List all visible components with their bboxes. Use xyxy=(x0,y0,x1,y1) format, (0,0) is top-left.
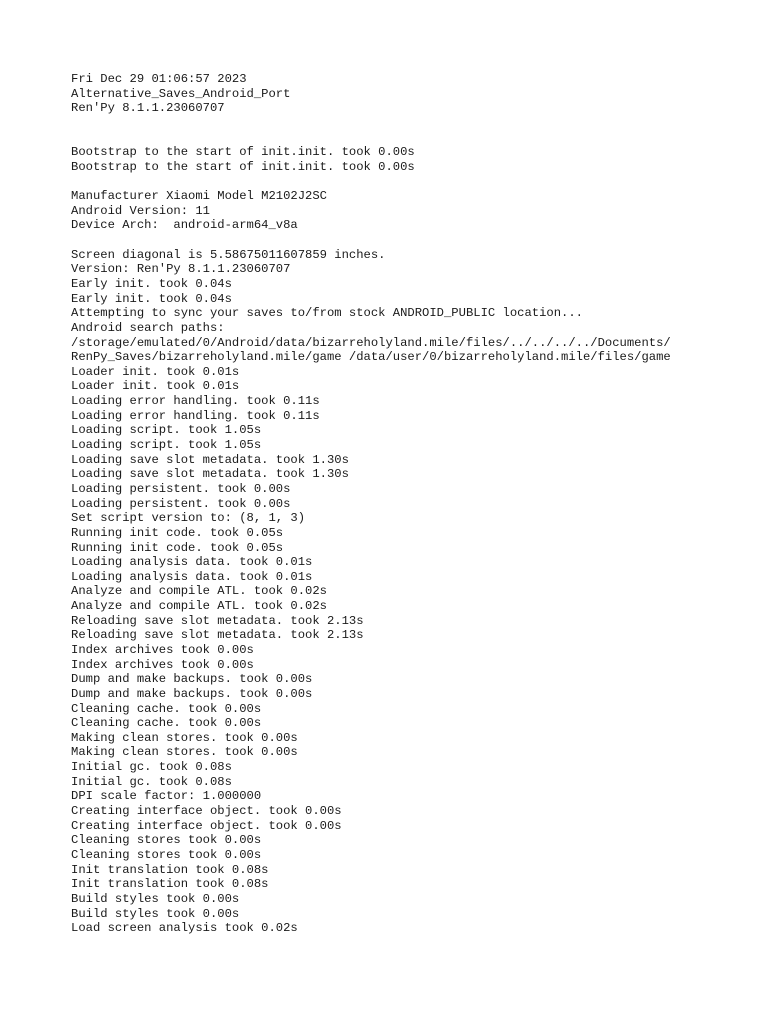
log-line: Bootstrap to the start of init.init. took 0.00s xyxy=(71,145,415,160)
log-line: Making clean stores. took 0.00s xyxy=(71,730,298,745)
log-line: Loading error handling. took 0.11s xyxy=(71,408,320,423)
log-line: Loading save slot metadata. took 1.30s xyxy=(71,467,349,482)
log-line: Loading analysis data. took 0.01s xyxy=(71,555,313,570)
log-line: Loading analysis data. took 0.01s xyxy=(71,569,313,584)
log-line: Reloading save slot metadata. took 2.13s xyxy=(71,628,364,643)
log-line: Loading persistent. took 0.00s xyxy=(71,496,291,511)
log-line: Cleaning cache. took 0.00s xyxy=(71,701,262,716)
log-line: Ren'Py 8.1.1.23060707 xyxy=(71,101,225,116)
log-line: Creating interface object. took 0.00s xyxy=(71,818,342,833)
log-line: Early init. took 0.04s xyxy=(71,291,232,306)
log-line: Bootstrap to the start of init.init. took 0.00s xyxy=(71,159,415,174)
log-line: Cleaning stores took 0.00s xyxy=(71,833,262,848)
log-line: Analyze and compile ATL. took 0.02s xyxy=(71,584,327,599)
log-line: Build styles took 0.00s xyxy=(71,891,240,906)
log-line: Screen diagonal is 5.58675011607859 inches. xyxy=(71,247,386,262)
log-line: Android search paths: xyxy=(71,320,225,335)
log-line: Android Version: 11 xyxy=(71,203,210,218)
log-line: Reloading save slot metadata. took 2.13s xyxy=(71,613,364,628)
log-line: /storage/emulated/0/Android/data/bizarreholyland.mile/files/../../../../Documents/ xyxy=(71,335,671,350)
log-line: Version: Ren'Py 8.1.1.23060707 xyxy=(71,262,291,277)
blank-line xyxy=(71,131,748,146)
log-line: Dump and make backups. took 0.00s xyxy=(71,672,313,687)
blank-line xyxy=(71,116,748,131)
log-line: Running init code. took 0.05s xyxy=(71,525,284,540)
log-line: Load screen analysis took 0.02s xyxy=(71,921,298,936)
log-line: Making clean stores. took 0.00s xyxy=(71,745,298,760)
log-line: Init translation took 0.08s xyxy=(71,877,269,892)
log-line: Creating interface object. took 0.00s xyxy=(71,804,342,819)
log-line: RenPy_Saves/bizarreholyland.mile/game /data/user/0/bizarreholyland.mile/files/game xyxy=(71,350,671,365)
log-line: Loading error handling. took 0.11s xyxy=(71,394,320,409)
log-line: Loader init. took 0.01s xyxy=(71,379,240,394)
log-line: Dump and make backups. took 0.00s xyxy=(71,686,313,701)
log-line: Loading save slot metadata. took 1.30s xyxy=(71,452,349,467)
log-line: Loader init. took 0.01s xyxy=(71,364,240,379)
log-line: Running init code. took 0.05s xyxy=(71,540,284,555)
log-line: Cleaning cache. took 0.00s xyxy=(71,716,262,731)
log-line: Attempting to sync your saves to/from stock ANDROID_PUBLIC location... xyxy=(71,306,583,321)
log-line: Initial gc. took 0.08s xyxy=(71,760,232,775)
log-line: Early init. took 0.04s xyxy=(71,276,232,291)
log-line: Set script version to: (8, 1, 3) xyxy=(71,511,306,526)
log-line: Build styles took 0.00s xyxy=(71,906,240,921)
log-line: Loading script. took 1.05s xyxy=(71,438,262,453)
log-line: DPI scale factor: 1.000000 xyxy=(71,789,262,804)
log-text xyxy=(71,72,748,936)
blank-line xyxy=(71,174,748,189)
log-line: Init translation took 0.08s xyxy=(71,862,269,877)
log-line: Cleaning stores took 0.00s xyxy=(71,847,262,862)
log-line: Alternative_Saves_Android_Port xyxy=(71,86,291,101)
blank-line xyxy=(71,233,748,248)
log-line: Device Arch: android-arm64_v8a xyxy=(71,218,298,233)
log-line: Loading script. took 1.05s xyxy=(71,423,262,438)
log-line: Index archives took 0.00s xyxy=(71,642,254,657)
log-line: Initial gc. took 0.08s xyxy=(71,774,232,789)
log-line: Loading persistent. took 0.00s xyxy=(71,481,291,496)
log-line: Analyze and compile ATL. took 0.02s xyxy=(71,599,327,614)
log-line: Index archives took 0.00s xyxy=(71,657,254,672)
log-line: Manufacturer Xiaomi Model M2102J2SC xyxy=(71,189,327,204)
log-line: Fri Dec 29 01:06:57 2023 xyxy=(71,72,247,86)
